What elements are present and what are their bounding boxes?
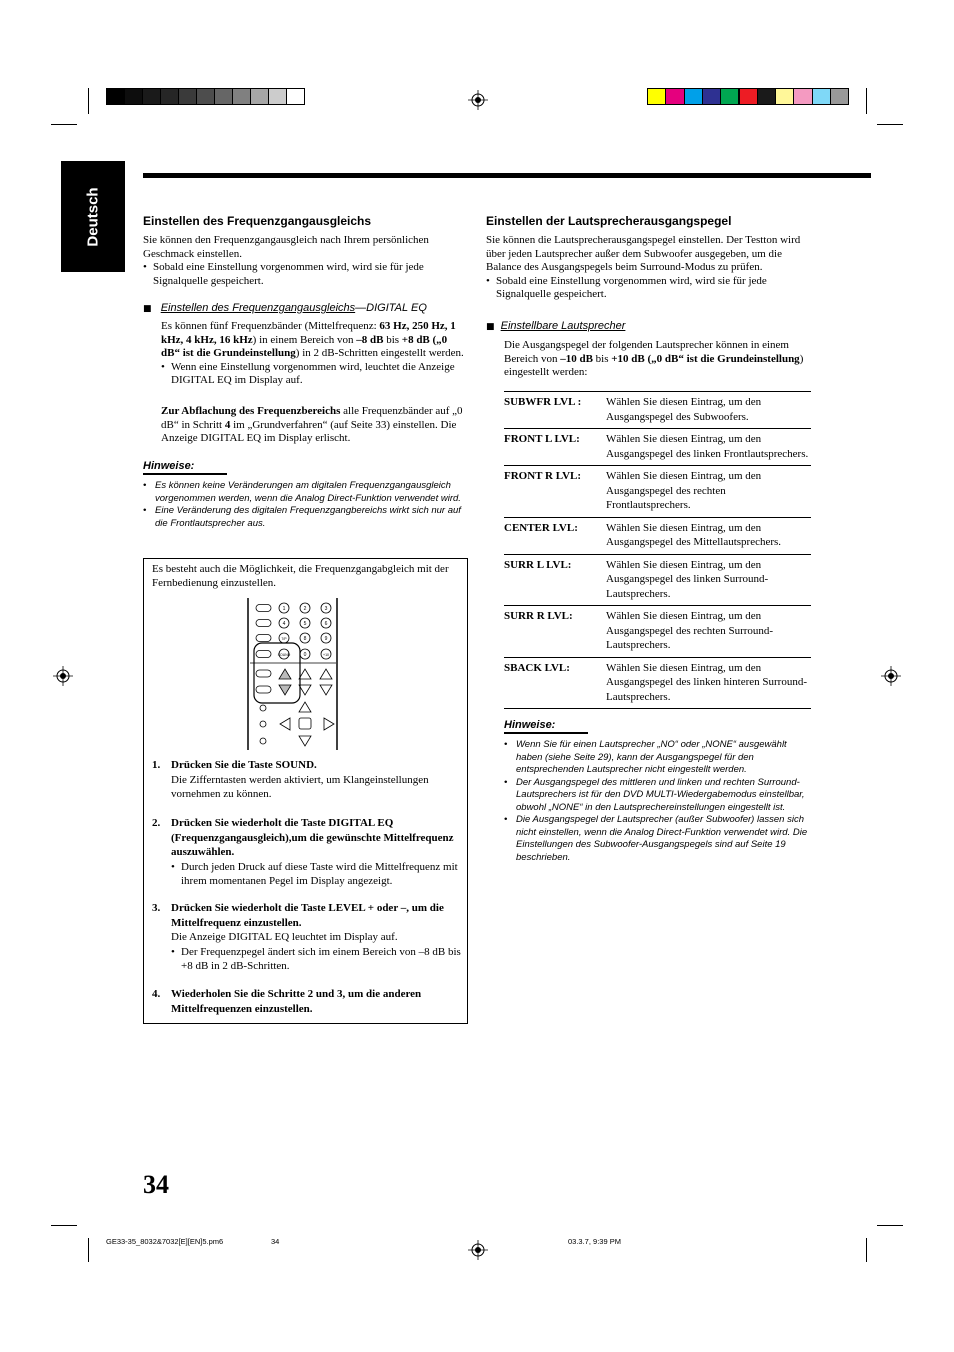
up-arrow-icon (320, 669, 332, 679)
registration-mark-icon (881, 666, 901, 686)
color-swatch (720, 88, 739, 105)
color-swatch (250, 88, 269, 105)
remote-oval-key (256, 605, 271, 612)
crop-mark (51, 1225, 77, 1226)
note-item: • Es können keine Veränderungen am digitalen Frequenzgangausgleich vorgenommen werden, wenn die Analog Direct-Funktion verwendet wird. (143, 480, 461, 505)
color-swatch (647, 88, 666, 105)
language-tab (61, 161, 125, 272)
level-row (504, 429, 811, 466)
color-swatch (775, 88, 794, 105)
remote-control-illustration (247, 598, 339, 750)
color-swatch (196, 88, 215, 105)
remote-oval-key (256, 651, 271, 658)
step-3: 3. Drücken Sie wiederholt die Taste LEVEL + oder –, um die Mittelfrequenz einzustellen. Die Anzeige DIGITAL EQ leuchtet im Display auf. • Der Frequenzpegel ändert sich im einem Bereich von –8 dB bis +8 dB in 2 dB-Schritten. (152, 901, 462, 974)
remote-key-label: 6 (324, 621, 328, 627)
crop-mark (877, 124, 903, 125)
color-swatch (106, 88, 125, 105)
level-key: SURR L LVL: (504, 554, 606, 606)
cursor-left-icon (280, 718, 290, 730)
eq-description: Es können fünf Frequenzbänder (Mittelfrequenz: 63 Hz, 250 Hz, 1 kHz, 4 kHz, 16 kHz) in einem Bereich von –8 dB bis +8 dB („0 dB“ ist die Grundeinstellung) in 2 dB-Schritten eingestellt werden. • Wenn eine Einstellung vorgenommen wird, leuchtet die Anzeige DIGITAL EQ im Display auf. (161, 320, 468, 388)
note-item: • Der Ausgangspegel des mittleren und linken und rechten Surround-Lautsprechers ist für den DVD MULTI-Wiedergabemodus einstellbar, obwohl „NONE“ in den Lautsprechereinstellungen eingestellt ist. (504, 777, 812, 815)
color-swatch (268, 88, 287, 105)
remote-key-label: 8 (303, 636, 307, 642)
color-swatch (160, 88, 179, 105)
color-swatch (232, 88, 251, 105)
eq-subheading: ■ Einstellen des Frequenzgangausgleichs—DIGITAL EQ (143, 302, 427, 314)
level-description: Wählen Sie diesen Eintrag, um den Ausgangspegel des Mittellautsprechers. (606, 517, 811, 554)
level-description: Wählen Sie diesen Eintrag, um den Ausgangspegel des linken Surround-Lautsprechers. (606, 554, 811, 606)
level-description: Wählen Sie diesen Eintrag, um den Ausgangspegel des rechten Surround-Lautsprechers. (606, 606, 811, 658)
remote-small-key (260, 721, 266, 727)
color-swatch (142, 88, 161, 105)
language-tab-label: Deutsch (84, 186, 102, 247)
level-row (504, 554, 811, 606)
remote-oval-key (256, 620, 271, 627)
level-row (504, 392, 811, 429)
level-key: FRONT R LVL: (504, 466, 606, 518)
color-swatch (684, 88, 703, 105)
color-swatch (739, 88, 758, 105)
remote-small-key (260, 738, 266, 744)
level-description: Wählen Sie diesen Eintrag, um den Ausgangspegel des linken hinteren Surround-Lautsprechers. (606, 657, 811, 709)
color-swatch (214, 88, 233, 105)
level-table (504, 391, 811, 709)
color-swatch (793, 88, 812, 105)
page-number: 34 (143, 1170, 169, 1199)
level-row (504, 606, 811, 658)
remote-oval-key (256, 670, 271, 677)
notes-title-left: Hinweise: (143, 460, 227, 475)
crop-mark (866, 1238, 867, 1262)
cursor-right-icon (324, 718, 334, 730)
footer-page: 34 (271, 1237, 280, 1246)
level-key: SUBWFR LVL : (504, 392, 606, 429)
remote-key-label: +10 (323, 653, 329, 657)
levels-intro: Sie können die Lautsprecherausgangspegel einstellen. Der Testton wird über jeden Lautsprecher außer dem Subwoofer ausgegeben, um die Balance des Ausgangspegels beim Surround-Modus zu prüfen. • Sobald eine Einstellung vorgenommen wird, wird sie für jede Signalquelle gespeichert. (486, 234, 812, 302)
crop-mark (88, 88, 89, 114)
remote-intro: Es besteht auch die Möglichkeit, die Frequenzgangabgleich mit der Fernbedienung einzustellen. (152, 563, 449, 589)
level-row (504, 517, 811, 554)
footer-date: 03.3.7, 9:39 PM (568, 1237, 621, 1246)
remote-oval-key (256, 635, 271, 642)
level-description: Wählen Sie diesen Eintrag, um den Ausgangspegel des rechten Frontlautsprechers. (606, 466, 811, 518)
color-swatch (702, 88, 721, 105)
remote-key-label: 0 (303, 652, 307, 658)
notes-left (143, 480, 461, 530)
eq-intro: Sie können den Frequenzgangausgleich nach Ihrem persönlichen Geschmack einstellen. • Sobald eine Einstellung vorgenommen wird, wird sie für jede Signalquelle gespeichert. (143, 234, 468, 288)
registration-mark-icon (468, 1240, 488, 1260)
level-up-icon (279, 669, 291, 679)
color-swatch (830, 88, 849, 105)
remote-key-label: 7/P (281, 637, 287, 641)
notes-title-right: Hinweise: (504, 719, 588, 734)
color-swatch (757, 88, 776, 105)
levels-description: Die Ausgangspegel der folgenden Lautsprecher können in einem Bereich von –10 dB bis +10 dB („0 dB“ ist die Grundeinstellung) eingestellt werden: (504, 339, 804, 378)
step-4: 4. Wiederholen Sie die Schritte 2 und 3, um die anderen Mittelfrequenzen einzustellen. (152, 988, 422, 1015)
crop-mark (866, 88, 867, 114)
level-key: FRONT L LVL: (504, 429, 606, 466)
level-key: SBACK LVL: (504, 657, 606, 709)
color-swatch (812, 88, 831, 105)
down-arrow-icon (320, 685, 332, 695)
crop-mark (88, 1238, 89, 1262)
remote-key-label: 4 (282, 621, 286, 627)
cursor-down-icon (299, 736, 311, 746)
level-description: Wählen Sie diesen Eintrag, um den Ausgangspegel des Subwoofers. (606, 392, 811, 429)
level-down-icon (279, 685, 291, 695)
remote-key-label: 2 (303, 606, 307, 612)
step-1: 1. Drücken Sie die Taste SOUND. Die Zifferntasten werden aktiviert, um Klangeinstellungen vornehmen zu können. (152, 759, 429, 800)
registration-mark-icon (53, 666, 73, 686)
remote-key-label: SOUND (277, 653, 291, 657)
note-item: • Eine Veränderung des digitalen Frequenzgangbereichs wirkt sich nur auf die Frontlautsprecher aus. (143, 505, 461, 530)
remote-key-label: 5 (303, 621, 307, 627)
section-heading-levels: Einstellen der Lautsprecherausgangspegel (486, 214, 732, 228)
levels-subheading: ■ Einstellbare Lautsprecher (486, 320, 626, 332)
down-arrow-icon (299, 685, 311, 695)
note-item: • Die Ausgangspegel der Lautsprecher (außer Subwoofer) lassen sich nicht einstellen, wenn die Analog Direct-Funktion verwendet wird. Die Einstellungen des Subwoofer-Ausgangspegels sind auf Seite 19 beschrieben. (504, 814, 812, 864)
header-rule (143, 173, 871, 178)
remote-key-label: 3 (324, 606, 328, 612)
level-key: SURR R LVL: (504, 606, 606, 658)
color-swatch (286, 88, 305, 105)
step-2: 2. Drücken Sie wiederholt die Taste DIGITAL EQ (Frequenzgangausgleich),um die gewünschte Mittelfrequenz auszuwählen. • Durch jeden Druck auf diese Taste wird die Mittelfrequenz mit ihrem momentanen Pegel im Display angezeigt. (152, 816, 462, 889)
remote-key-label: 9 (324, 636, 328, 642)
level-key: CENTER LVL: (504, 517, 606, 554)
section-heading-eq: Einstellen des Frequenzgangausgleichs (143, 214, 372, 228)
crop-mark (51, 124, 77, 125)
level-row (504, 466, 811, 518)
notes-right (504, 739, 812, 864)
color-swatch (665, 88, 684, 105)
up-arrow-icon (299, 669, 311, 679)
color-swatch (124, 88, 143, 105)
registration-mark-icon (468, 90, 488, 110)
eq-flatten-text: Zur Abflachung des Frequenzbereichs alle Frequenzbänder auf „0 dB“ in Schritt 4 im „Grundverfahren“ (auf Seite 33) einstellen. Die Anzeige DIGITAL EQ im Display erlischt. (161, 405, 463, 444)
note-item: • Wenn Sie für einen Lautsprecher „NO“ oder „NONE“ ausgewählt haben (siehe Seite 29), kann der Ausgangspegel für den entsprechenden Lautsprecher nicht eingestellt werden. (504, 739, 812, 777)
color-swatch (178, 88, 197, 105)
remote-key-label: 1 (282, 606, 286, 612)
remote-small-key (260, 705, 266, 711)
remote-oval-key (256, 686, 271, 693)
cursor-up-icon (299, 702, 311, 712)
level-row (504, 657, 811, 709)
crop-mark (877, 1225, 903, 1226)
footer-filename: GE33-35_8032&7032[E][EN]5.pm6 (106, 1237, 224, 1246)
enter-key-icon (299, 718, 311, 729)
level-description: Wählen Sie diesen Eintrag, um den Ausgangspegel des linken Frontlautsprechers. (606, 429, 811, 466)
